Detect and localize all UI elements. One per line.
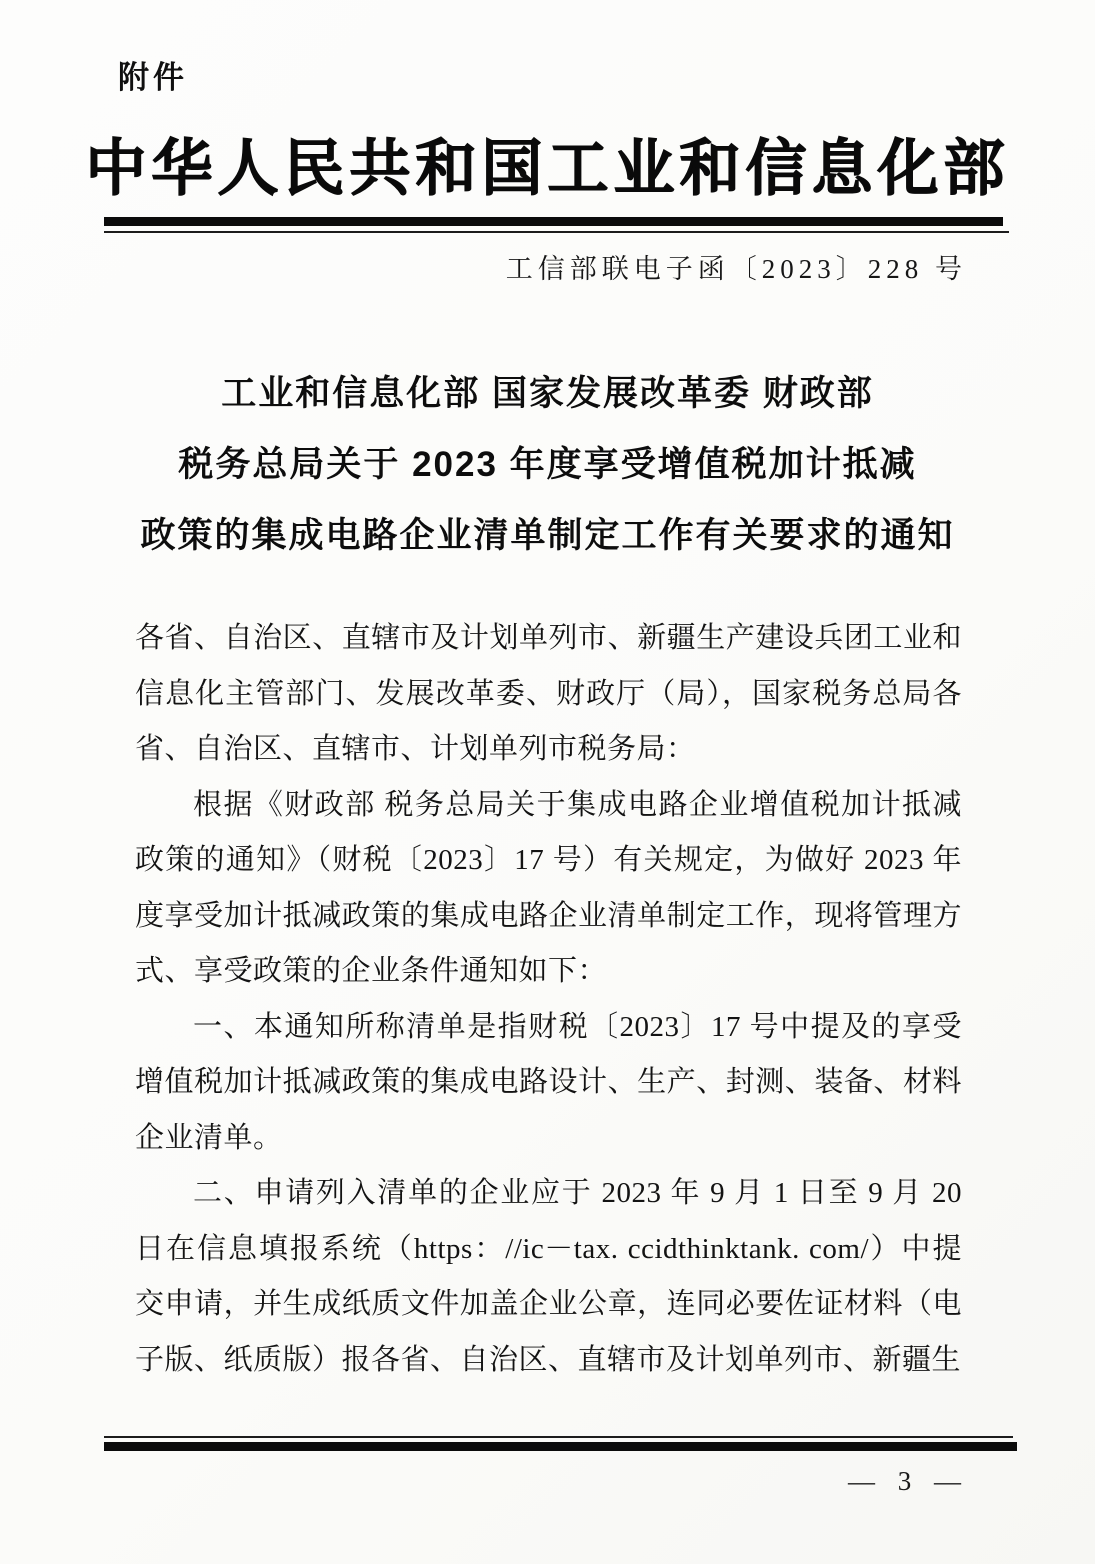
page-number: — 3 — [848,1466,969,1496]
title-line-3: 政策的集成电路企业清单制定工作有关要求的通知 [140,516,955,555]
document-number: 工信部联电子函〔2023〕228 号 [505,254,967,284]
title-line-2: 税务总局关于 2023 年度享受增值税加计抵减 [178,445,917,484]
paragraph-legal-basis: 根据《财政部 税务总局关于集成电路企业增值税加计抵减政策的通知》（财税〔2023〕17 号）有关规定，为做好 2023 年度享受加计抵减政策的集成电路企业清单制定工作，现将管理方式、享受政策的企业条件通知如下： [135,788,962,987]
attachment-label: 附件 [118,60,188,95]
paragraph-item-two: 二、申请列入清单的企业应于 2023 年 9 月 1 日至 9 月 20 日在信息填报系统（https：//ic－tax. ccidthinktank. com/）中提交申请，并生成纸质文件加盖企业公章，连同必要佐证材料（电子版、纸质版）报各省、自治区、直辖市及计划单列市、新疆生 [135,1177,962,1376]
footer-rule-thin [104,1436,1013,1438]
paragraph-salutation: 各省、自治区、直辖市及计划单列市、新疆生产建设兵团工业和信息化主管部门、发展改革委、财政厅（局），国家税务总局各省、自治区、直辖市、计划单列市税务局： [135,622,962,765]
footer-rule-thick [104,1442,1017,1451]
header-rule-thick [104,217,1003,226]
title-line-1: 工业和信息化部 国家发展改革委 财政部 [221,374,874,413]
paragraph-item-one: 一、本通知所称清单是指财税〔2023〕17 号中提及的享受增值税加计抵减政策的集成电路设计、生产、封测、装备、材料企业清单。 [135,1010,962,1154]
document-body [135,611,962,1388]
letterhead-title: 中华人民共和国工业和信息化部 [85,136,1010,203]
header-rule-thin [104,231,1009,233]
document-title [60,358,1035,571]
